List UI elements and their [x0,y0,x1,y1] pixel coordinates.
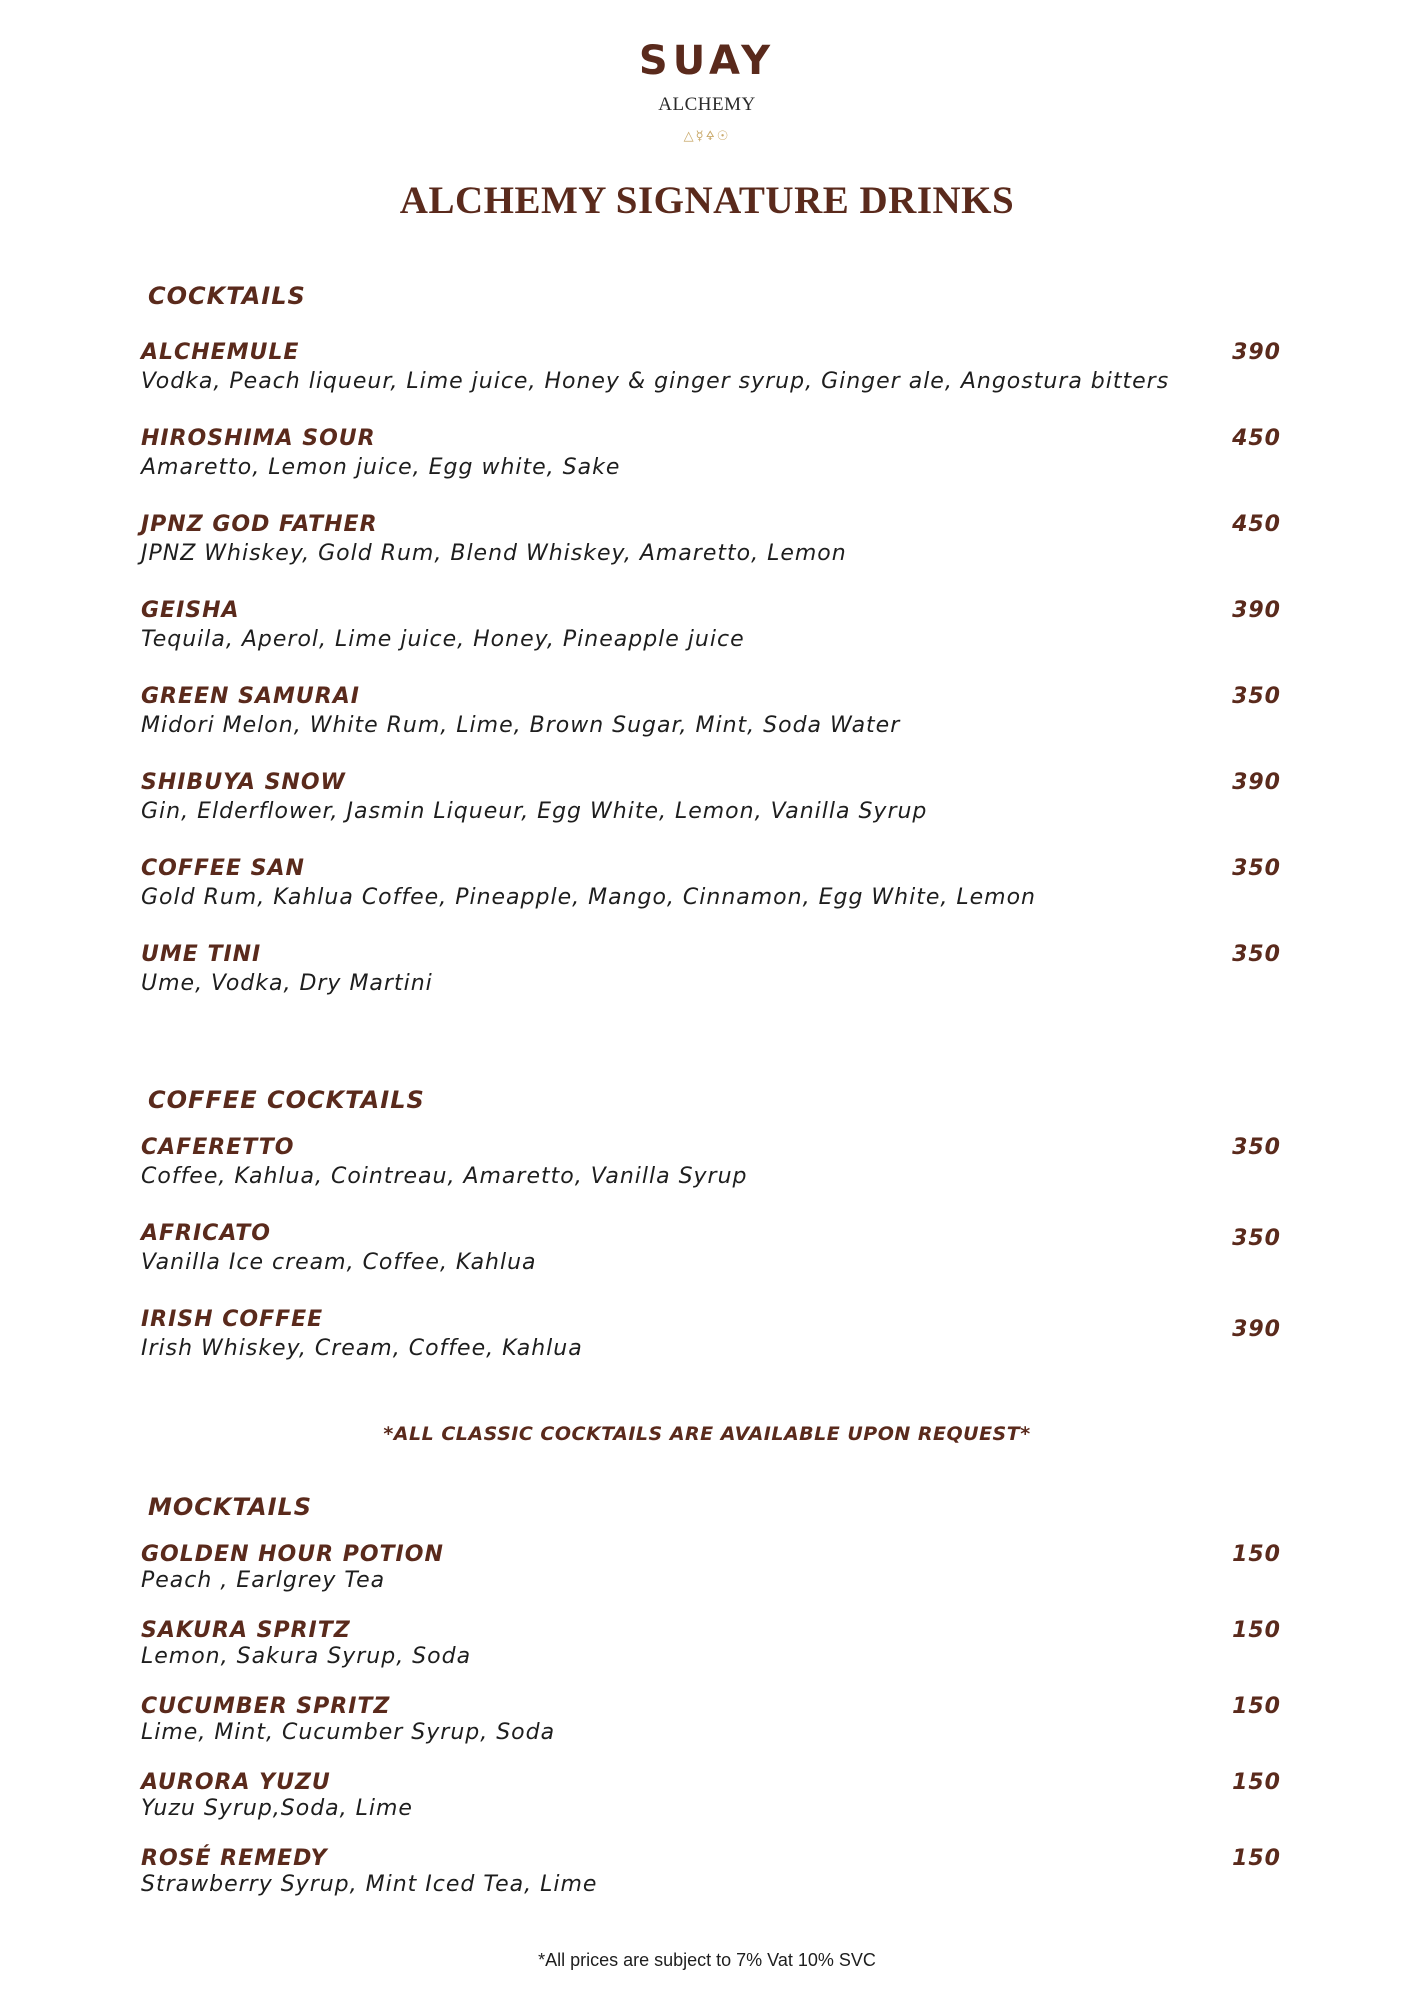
item-description: Yuzu Syrup,Soda, Lime [141,1796,413,1821]
item-description: Ume, Vodka, Dry Martini [141,971,433,996]
item-price: 450 [1232,426,1281,451]
item-price: 150 [1232,1618,1281,1643]
item-name: SHIBUYA SNOW [141,770,346,795]
brand-glyphs: △☿🜍☉ [683,129,731,144]
item-price: 350 [1232,942,1281,967]
item-description: Gin, Elderflower, Jasmin Liqueur, Egg White, Lemon, Vanilla Syrup [141,799,928,824]
item-description: Midori Melon, White Rum, Lime, Brown Sugar, Mint, Soda Water [141,713,901,738]
item-price: 350 [1232,856,1281,881]
item-description: Vanilla Ice cream, Coffee, Kahlua [141,1250,537,1275]
item-price: 390 [1232,598,1281,623]
item-description: Gold Rum, Kahlua Coffee, Pineapple, Mango, Cinnamon, Egg White, Lemon [141,885,1036,910]
item-name: ALCHEMULE [141,340,300,365]
classic-cocktails-note: *ALL CLASSIC COCKTAILS ARE AVAILABLE UPON REQUEST* [383,1423,1031,1445]
item-description: Amaretto, Lemon juice, Egg white, Sake [141,455,621,480]
item-price: 350 [1232,684,1281,709]
item-name: CUCUMBER SPRITZ [141,1694,391,1719]
item-price: 150 [1232,1846,1281,1871]
item-description: Lemon, Sakura Syrup, Soda [141,1644,472,1669]
section-heading-mocktails: MOCKTAILS [148,1493,313,1521]
item-name: IRISH COFFEE [141,1307,324,1332]
item-description: Strawberry Syrup, Mint Iced Tea, Lime [141,1872,598,1897]
item-price: 150 [1232,1542,1281,1567]
item-name: GEISHA [141,598,240,623]
item-price: 350 [1232,1226,1281,1251]
item-price: 150 [1232,1770,1281,1795]
brand-subtitle: ALCHEMY [658,94,756,115]
item-name: GOLDEN HOUR POTION [141,1542,444,1567]
item-name: JPNZ GOD FATHER [141,512,378,537]
item-name: AFRICATO [141,1221,271,1246]
item-description: Peach , Earlgrey Tea [141,1568,386,1593]
item-price: 450 [1232,512,1281,537]
item-description: Lime, Mint, Cucumber Syrup, Soda [141,1720,556,1745]
item-description: Coffee, Kahlua, Cointreau, Amaretto, Vanilla Syrup [141,1164,748,1189]
page-title: ALCHEMY SIGNATURE DRINKS [399,179,1015,222]
section-heading-coffee-cocktails: COFFEE COCKTAILS [148,1086,425,1114]
item-name: GREEN SAMURAI [141,684,360,709]
item-name: COFFEE SAN [141,856,305,881]
item-description: JPNZ Whiskey, Gold Rum, Blend Whiskey, Amaretto, Lemon [141,541,847,566]
item-description: Vodka, Peach liqueur, Lime juice, Honey & ginger syrup, Ginger ale, Angostura bitters [141,369,1170,394]
item-name: SAKURA SPRITZ [141,1618,351,1643]
item-name: UME TINI [141,942,262,967]
brand-name: SUAY [638,38,776,84]
item-name: HIROSHIMA SOUR [141,426,376,451]
price-disclaimer: *All prices are subject to 7% Vat 10% SVC [538,1950,876,1970]
item-name: AURORA YUZU [141,1770,331,1795]
section-heading-cocktails: COCKTAILS [148,282,306,310]
item-price: 350 [1232,1135,1281,1160]
item-name: ROSÉ REMEDY [141,1846,328,1871]
item-price: 150 [1232,1694,1281,1719]
item-description: Tequila, Aperol, Lime juice, Honey, Pineapple juice [141,627,745,652]
item-price: 390 [1232,770,1281,795]
item-price: 390 [1232,1317,1281,1342]
item-price: 390 [1232,340,1281,365]
item-name: CAFERETTO [141,1135,295,1160]
item-description: Irish Whiskey, Cream, Coffee, Kahlua [141,1336,583,1361]
